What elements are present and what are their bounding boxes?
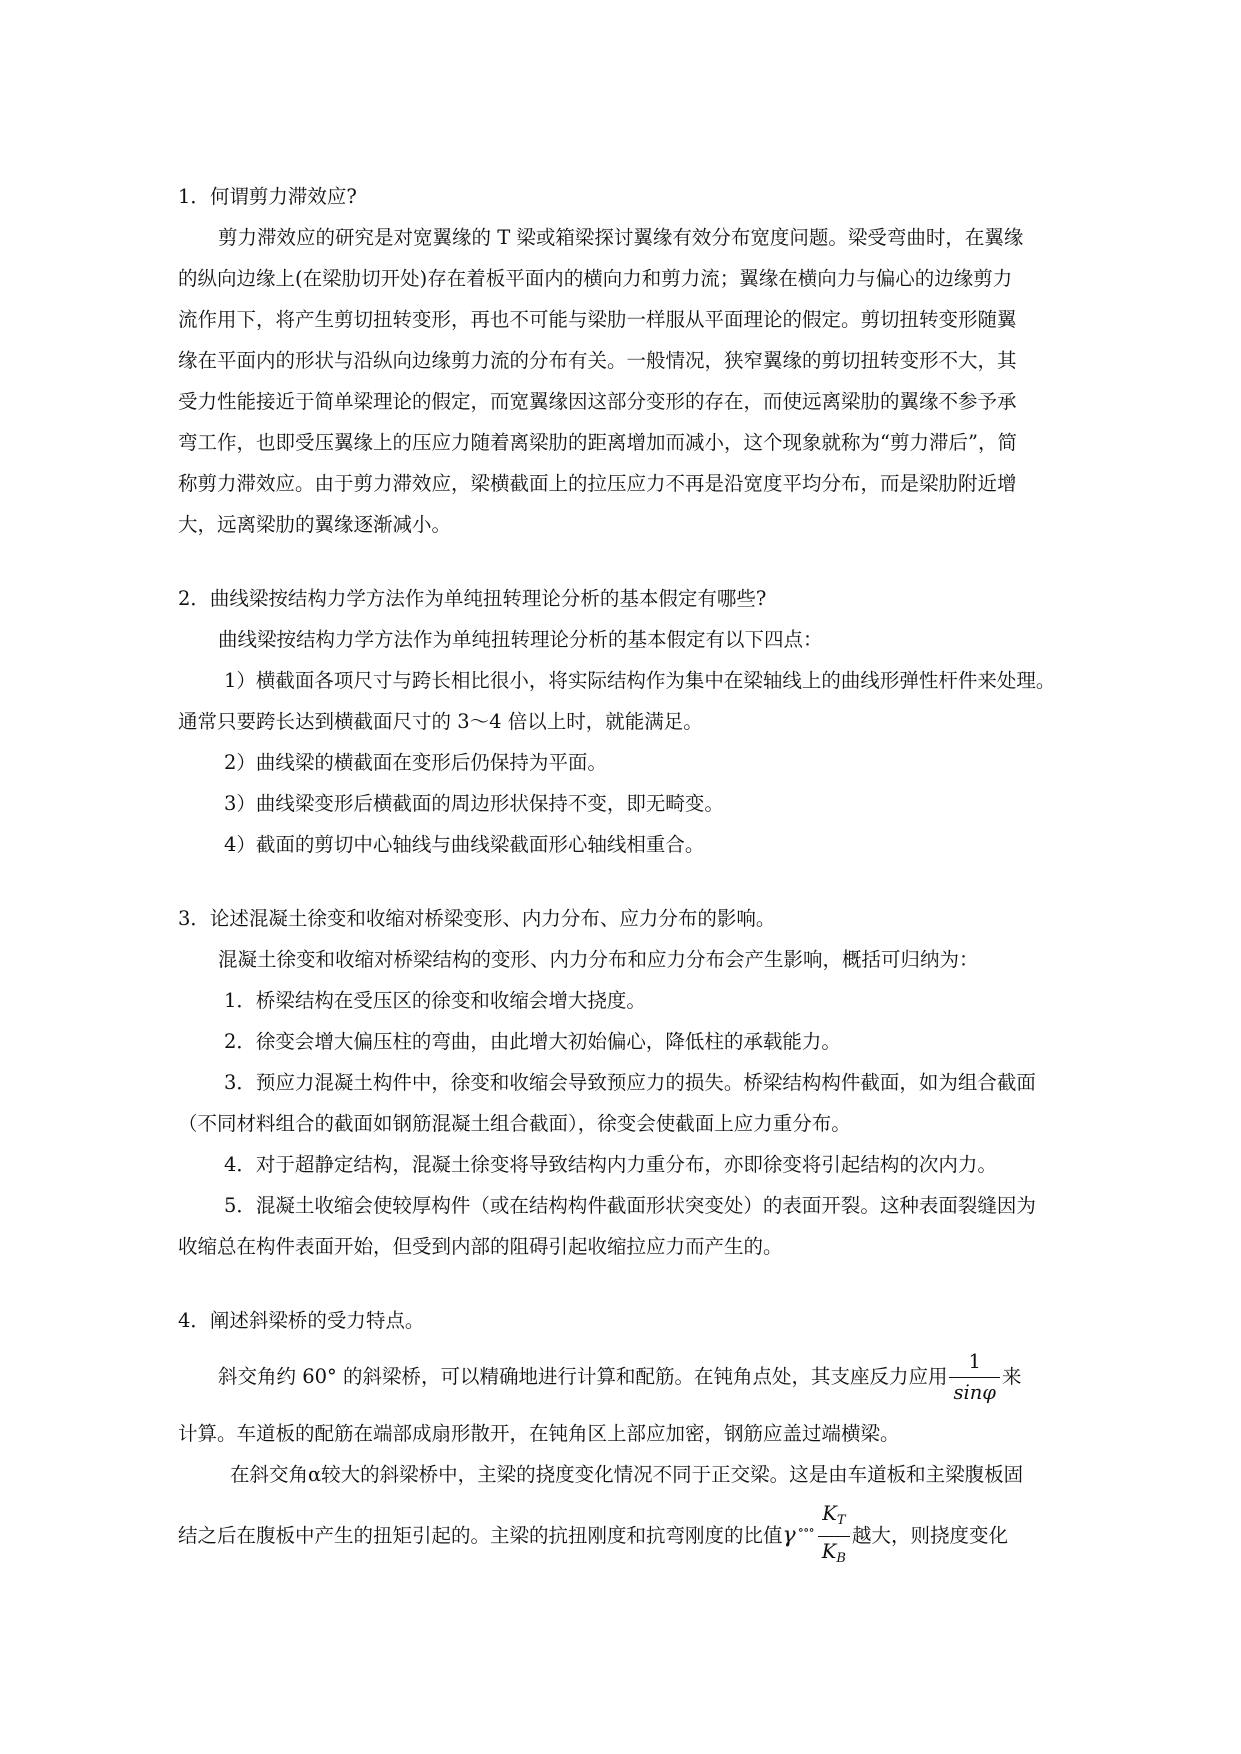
answer-1-line: 的纵向边缘上(在梁肋切开处)存在着板平面内的横向力和剪力流；翼缘在横向力与偏心的边缘剪力 bbox=[178, 267, 1013, 290]
answer-1-line: 流作用下，将产生剪切扭转变形，再也不可能与梁肋一样服从平面理论的假定。剪切扭转变形随翼 bbox=[178, 308, 1017, 331]
stiffness-ratio-fraction bbox=[818, 1499, 850, 1574]
answer-3-item-5-cont: 收缩总在构件表面开始，但受到内部的阻碍引起收缩拉应力而产生的。 bbox=[178, 1235, 783, 1258]
kb-base: K bbox=[821, 1540, 837, 1563]
kt-subscript: T bbox=[836, 1513, 846, 1528]
answer-4-para-1-cont: 计算。车道板的配筋在端部成扇形散开，在钝角区上部应加密，钢筋应盖过端横梁。 bbox=[178, 1422, 900, 1445]
question-4: 4．阐述斜梁桥的受力特点。 bbox=[178, 1309, 425, 1332]
answer-1-line: 大，远离梁肋的翼缘逐渐减小。 bbox=[178, 513, 452, 536]
fraction-numerator: 1 bbox=[949, 1347, 999, 1378]
answer-3-item-1: 1．桥梁结构在受压区的徐变和收缩会增大挠度。 bbox=[224, 989, 646, 1012]
kb-term bbox=[818, 1537, 850, 1574]
answer-2-item-3: 3）曲线梁变形后横截面的周边形状保持不变，即无畸变。 bbox=[224, 792, 724, 815]
answer-2-item-2: 2）曲线梁的横截面在变形后仍保持为平面。 bbox=[224, 751, 607, 774]
answer-3-item-4: 4．对于超静定结构，混凝土徐变将导致结构内力重分布，亦即徐变将引起结构的次内力。 bbox=[224, 1153, 997, 1176]
equals-glyph: ∘∘∘ bbox=[797, 1523, 814, 1538]
answer-4-para-2-tail: 越大，则挠度变化 bbox=[851, 1524, 1008, 1547]
answer-4-para-1 bbox=[178, 1341, 1128, 1413]
document-body bbox=[178, 176, 1128, 1567]
answer-2-intro: 曲线梁按结构力学方法作为单纯扭转理论分析的基本假定有以下四点： bbox=[218, 628, 823, 651]
answer-1-line: 受力性能接近于简单梁理论的假定，而宽翼缘因这部分变形的存在，而使远离梁肋的翼缘不参予承 bbox=[178, 390, 1017, 413]
answer-1-line: 弯工作，也即受压翼缘上的压应力随着离梁肋的距离增加而减小，这个现象就称为“剪力滞后”，简 bbox=[178, 431, 1017, 454]
kt-term bbox=[818, 1499, 850, 1537]
answer-3-intro: 混凝土徐变和收缩对桥梁结构的变形、内力分布和应力分布会产生影响，概括可归纳为： bbox=[218, 948, 979, 971]
answer-3-item-3: 3．预应力混凝土构件中，徐变和收缩会导致预应力的损失。桥梁结构构件截面，如为组合截面 bbox=[224, 1071, 1036, 1094]
answer-4-para-1-text: 斜交角约 60° 的斜梁桥，可以精确地进行计算和配筋。在钝角点处，其支座反力应用 bbox=[218, 1365, 948, 1388]
answer-2-item-1-cont: 通常只要跨长达到横截面尺寸的 3～4 倍以上时，就能满足。 bbox=[178, 710, 703, 733]
question-2: 2．曲线梁按结构力学方法作为单纯扭转理论分析的基本假定有哪些? bbox=[178, 587, 767, 610]
answer-4-para-2-cont bbox=[178, 1495, 1128, 1567]
answer-4-para-2-text: 结之后在腹板中产生的扭矩引起的。主梁的抗扭刚度和抗弯刚度的比值 bbox=[178, 1524, 783, 1547]
kt-base: K bbox=[822, 1502, 837, 1525]
answer-3-item-2: 2．徐变会增大偏压柱的弯曲，由此增大初始偏心，降低柱的承载能力。 bbox=[224, 1030, 841, 1053]
answer-3-item-3-cont: （不同材料组合的截面如钢筋混凝土组合截面），徐变会使截面上应力重分布。 bbox=[178, 1112, 851, 1135]
kb-subscript: B bbox=[836, 1551, 846, 1566]
answer-1-line: 缘在平面内的形状与沿纵向边缘剪力流的分布有关。一般情况，狭窄翼缘的剪切扭转变形不大，其 bbox=[178, 349, 1017, 372]
answer-4-para-2: 在斜交角α较大的斜梁桥中，主梁的挠度变化情况不同于正交梁。这是由车道板和主梁腹板固 bbox=[230, 1463, 1024, 1486]
answer-2-item-1: 1）横截面各项尺寸与跨长相比很小，将实际结构作为集中在梁轴线上的曲线形弹性杆件来处理。 bbox=[224, 669, 1056, 692]
answer-1-line: 称剪力滞效应。由于剪力滞效应，梁横截面上的拉压应力不再是沿宽度平均分布，而是梁肋附近增 bbox=[178, 472, 1017, 495]
answer-1-line: 剪力滞效应的研究是对宽翼缘的 T 梁或箱梁探讨翼缘有效分布宽度问题。梁受弯曲时，在翼缘 bbox=[218, 226, 1024, 249]
answer-2-item-4: 4）截面的剪切中心轴线与曲线梁截面形心轴线相重合。 bbox=[224, 833, 705, 856]
question-1: 1．何谓剪力滞效应? bbox=[178, 185, 357, 208]
answer-3-item-5: 5．混凝土收缩会使较厚构件（或在结构构件截面形状突变处）的表面开裂。这种表面裂缝因为 bbox=[224, 1194, 1036, 1217]
gamma-symbol: γ bbox=[782, 1523, 796, 1548]
question-3: 3．论述混凝土徐变和收缩对桥梁变形、内力分布、应力分布的影响。 bbox=[178, 907, 776, 930]
answer-4-para-1-tail: 来 bbox=[1001, 1365, 1022, 1388]
reciprocal-sin-fraction bbox=[949, 1347, 999, 1408]
fraction-denominator: sinφ bbox=[953, 1381, 996, 1404]
